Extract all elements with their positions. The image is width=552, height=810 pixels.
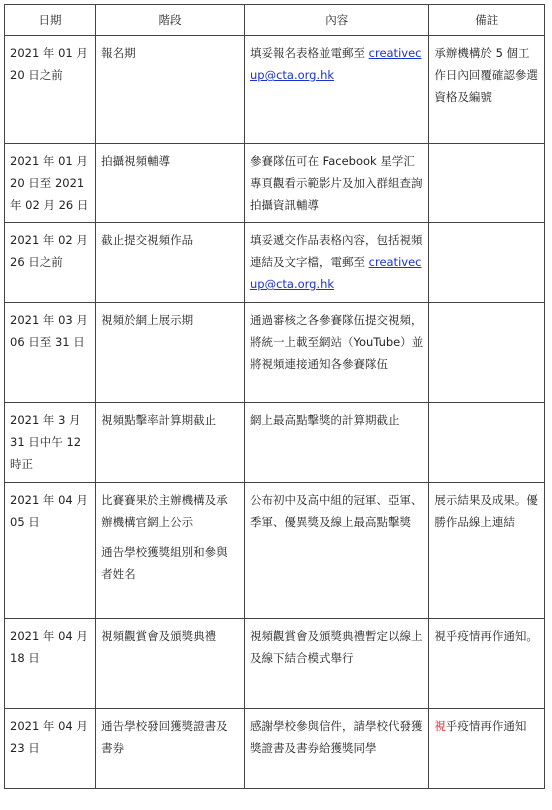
stage-extra-text: 通告學校獲獎組別和參與者姓名	[101, 545, 228, 581]
cell-remark: 視乎疫情再作通知。	[429, 619, 545, 709]
header-remark: 備註	[429, 5, 545, 36]
remark-text-a: 承辦機構於 5 個工作日	[434, 46, 530, 82]
cell-date: 2021 年 01 月 20 日至 2021 年 02 月 26 日	[5, 144, 96, 223]
stage-text: 比賽賽果於主辦機構及承辦機構官網上公示	[101, 493, 228, 529]
cell-stage: 拍攝視頻輔導	[96, 144, 245, 223]
cell-remark	[429, 403, 545, 483]
cell-remark	[429, 144, 545, 223]
header-date: 日期	[5, 5, 96, 36]
cell-stage: 視頻於網上展示期	[96, 303, 245, 403]
cell-content: 通過審核之各參賽隊伍提交視頻，將統一上載至網站（YouTube）並將視頻連接通知各參賽隊伍	[244, 303, 428, 403]
table-row	[5, 223, 545, 303]
cell-stage: 通告學校發回獲獎證書及書券	[96, 709, 245, 789]
cell-content: 參賽隊伍可在 Facebook 星学汇專頁觀看示範影片及加入群組查詢拍攝資訊輔導	[244, 144, 428, 223]
table-row	[5, 303, 545, 403]
cell-content: 網上最高點擊獎的計算期截止	[244, 403, 428, 483]
cell-date: 2021 年 03 月 06 日至 31 日	[5, 303, 96, 403]
cell-stage: 視頻點擊率計算期截止	[96, 403, 245, 483]
content-text: 填妥報名表格並電郵至	[249, 46, 365, 60]
cell-date: 2021 年 01 月 20 日之前	[5, 36, 96, 144]
cell-date: 2021 年 3 月 31 日中午 12 時正	[5, 403, 96, 483]
cell-date: 2021 年 04 月 23 日	[5, 709, 96, 789]
table-row	[5, 483, 545, 619]
cell-stage	[96, 483, 245, 619]
cell-stage: 報名期	[96, 36, 245, 144]
schedule-table	[4, 4, 545, 789]
cell-remark	[429, 223, 545, 303]
content-text: 填妥遞交作品表格內容，包括視頻連結及文字檔，電郵至	[249, 233, 423, 269]
cell-remark	[429, 709, 545, 789]
cell-date: 2021 年 04 月 05 日	[5, 483, 96, 619]
cell-remark: 展示結果及成果。優勝作品線上連結	[429, 483, 545, 619]
remark-rest: 乎疫情再作通知	[445, 719, 527, 733]
cell-remark	[429, 36, 545, 144]
table-row	[5, 709, 545, 789]
cell-content	[244, 36, 428, 144]
header-stage: 階段	[96, 5, 245, 36]
cell-content: 公布初中及高中組的冠軍、亞軍、季軍、優異獎及線上最高點擊獎	[244, 483, 428, 619]
cell-content: 感謝學校參與信件，請學校代發獲獎證書及書券給獲獎同學	[244, 709, 428, 789]
remark-text-b: 內回覆確認參選資格及編號	[434, 68, 538, 104]
table-row	[5, 403, 545, 483]
cell-stage: 截止提交視頻作品	[96, 223, 245, 303]
cell-stage: 視頻觀賞會及頒獎典禮	[96, 619, 245, 709]
email-link[interactable]: creativecup@cta.org.hk	[249, 255, 422, 291]
table-row	[5, 36, 545, 144]
email-link[interactable]: creativecup@cta.org.hk	[249, 46, 422, 82]
table-row	[5, 144, 545, 223]
cell-content: 視頻觀賞會及頒獎典禮暫定以線上及線下結合模式舉行	[244, 619, 428, 709]
cell-date: 2021 年 04 月 18 日	[5, 619, 96, 709]
header-row	[5, 5, 545, 36]
header-content: 內容	[244, 5, 428, 36]
cell-remark	[429, 303, 545, 403]
cell-content	[244, 223, 428, 303]
cell-date: 2021 年 02 月 26 日之前	[5, 223, 96, 303]
remark-first-char: 視	[434, 719, 446, 733]
table-row	[5, 619, 545, 709]
